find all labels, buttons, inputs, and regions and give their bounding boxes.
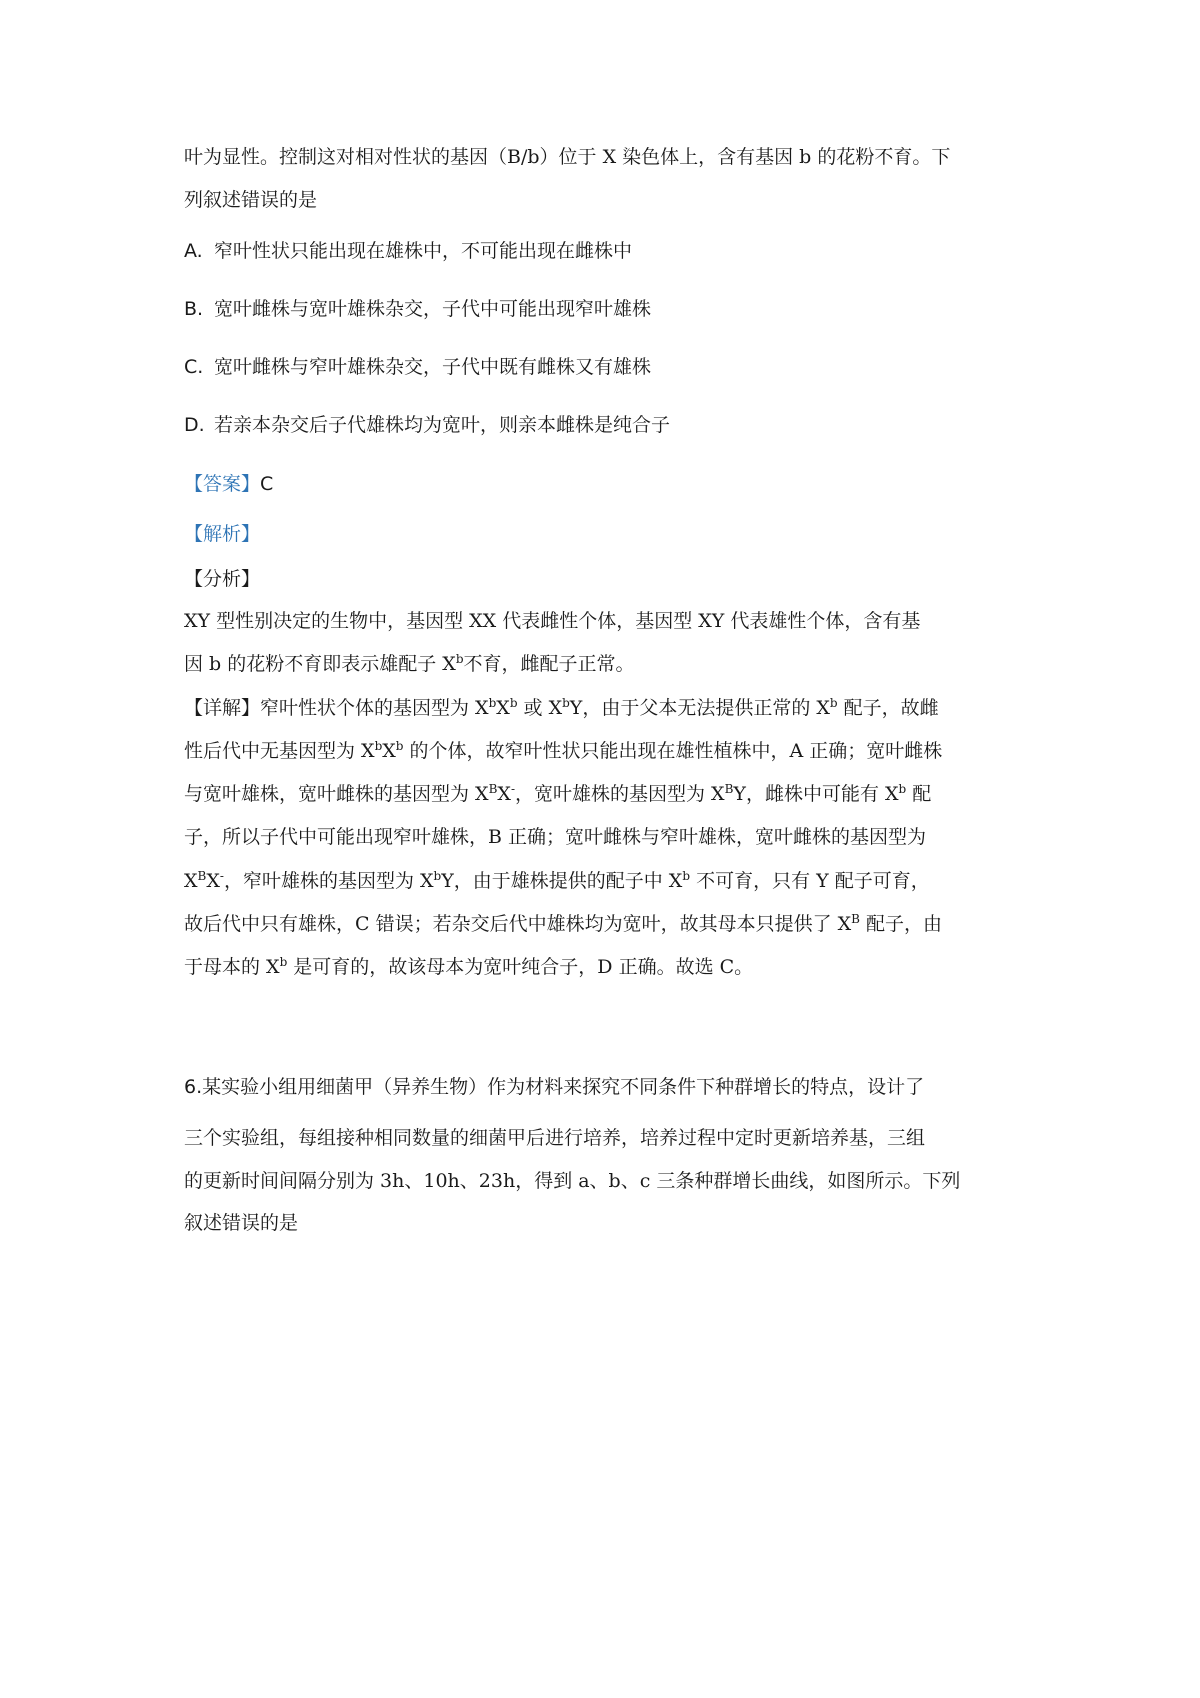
superscript: b bbox=[829, 696, 838, 710]
q6-line-2: 三个实验组，每组接种相同数量的细菌甲后进行培养，培养过程中定时更新培养基，三组 bbox=[184, 1127, 926, 1149]
option-letter: D. bbox=[184, 414, 205, 436]
detail-tag: 【详解】 bbox=[184, 697, 261, 719]
text-run: X bbox=[206, 870, 220, 892]
fenxi-tag: 【分析】 bbox=[184, 568, 261, 590]
detail-line-5 bbox=[184, 867, 930, 895]
superscript: b bbox=[562, 696, 570, 710]
superscript: b bbox=[374, 739, 383, 753]
text-run: ，窄叶雄株的基因型为 X bbox=[223, 870, 434, 892]
text-run: X bbox=[497, 783, 511, 805]
detail-line-2 bbox=[184, 737, 942, 765]
analysis-tag: 【解析】 bbox=[184, 523, 261, 545]
text-run: 配子，故雌 bbox=[837, 697, 939, 719]
text-run: 窄叶性状个体的基因型为 X bbox=[260, 697, 489, 719]
superscript: B bbox=[724, 782, 734, 796]
q6-line-1 bbox=[184, 1073, 924, 1101]
q6-line-4: 叙述错误的是 bbox=[184, 1212, 299, 1234]
detail-line-1 bbox=[184, 694, 939, 722]
question-number: 6. bbox=[184, 1076, 203, 1098]
superscript: - bbox=[510, 782, 515, 796]
fenxi-line-1: XY 型性别决定的生物中，基因型 XX 代表雌性个体，基因型 XY 代表雄性个体，含有基 bbox=[184, 610, 921, 632]
option-text: 宽叶雌株与窄叶雄株杂交，子代中既有雌株又有雄株 bbox=[214, 356, 652, 378]
intro-line-1: 叶为显性。控制这对相对性状的基因（B/b）位于 X 染色体上，含有基因 b 的花粉不育。下 bbox=[184, 146, 951, 168]
text-run: 某实验小组用细菌甲（异养生物）作为材料来探究不同条件下种群增长的特点，设计了 bbox=[202, 1076, 925, 1098]
superscript: b bbox=[509, 696, 518, 710]
text-run: 配 bbox=[906, 783, 932, 805]
superscript: - bbox=[219, 869, 224, 883]
option-letter: C. bbox=[184, 356, 204, 378]
superscript: b bbox=[395, 739, 404, 753]
text-run: 配子，由 bbox=[859, 913, 943, 935]
text-run: Y，由于父本无法提供正常的 X bbox=[569, 697, 830, 719]
detail-line-7 bbox=[184, 953, 753, 981]
answer-line bbox=[184, 470, 273, 498]
text-run: Y，雌株中可能有 X bbox=[733, 783, 899, 805]
superscript: b bbox=[488, 696, 497, 710]
option-b bbox=[184, 295, 651, 323]
q6-line-3: 的更新时间间隔分别为 3h、10h、23h，得到 a、b、c 三条种群增长曲线，如图所示。下列 bbox=[184, 1170, 961, 1192]
text-run: X bbox=[184, 870, 198, 892]
superscript: b bbox=[279, 955, 288, 969]
detail-line-3 bbox=[184, 780, 931, 808]
answer-tag: 【答案】 bbox=[184, 473, 261, 495]
text-run: 与宽叶雄株，宽叶雌株的基因型为 X bbox=[184, 783, 489, 805]
superscript: b bbox=[433, 869, 442, 883]
text-run: 故后代中只有雄株，C 错误；若杂交后代中雄株均为宽叶，故其母本只提供了 X bbox=[184, 913, 852, 935]
text-run: 不育，雌配子正常。 bbox=[463, 653, 635, 675]
option-d bbox=[184, 411, 670, 439]
text-run: 不可育，只有 Y 配子可育， bbox=[690, 870, 930, 892]
text-run: 因 b 的花粉不育即表示雄配子 X bbox=[184, 653, 456, 675]
superscript: b bbox=[682, 869, 691, 883]
superscript: b bbox=[898, 782, 907, 796]
answer-value: C bbox=[260, 473, 274, 495]
text-run: 是可育的，故该母本为宽叶纯合子，D 正确。故选 C。 bbox=[287, 956, 754, 978]
text-run: 于母本的 X bbox=[184, 956, 280, 978]
superscript: b bbox=[455, 652, 464, 666]
text-run: X bbox=[382, 740, 396, 762]
option-a bbox=[184, 237, 632, 265]
option-c bbox=[184, 353, 651, 381]
option-letter: B. bbox=[184, 298, 204, 320]
fenxi-line-2 bbox=[184, 650, 635, 678]
superscript: B bbox=[851, 912, 860, 926]
option-text: 宽叶雌株与宽叶雄株杂交，子代中可能出现窄叶雄株 bbox=[214, 298, 652, 320]
detail-line-4: 子，所以子代中可能出现窄叶雄株，B 正确；宽叶雌株与窄叶雄株，宽叶雌株的基因型为 bbox=[184, 826, 927, 848]
superscript: B bbox=[197, 869, 207, 883]
intro-line-2: 列叙述错误的是 bbox=[184, 189, 318, 211]
text-run: X bbox=[496, 697, 510, 719]
option-letter: A. bbox=[184, 240, 203, 262]
option-text: 若亲本杂交后子代雄株均为宽叶，则亲本雌株是纯合子 bbox=[214, 414, 671, 436]
text-run: 性后代中无基因型为 X bbox=[184, 740, 375, 762]
text-run: 的个体，故窄叶性状只能出现在雄性植株中，A 正确；宽叶雌株 bbox=[403, 740, 943, 762]
option-text: 窄叶性状只能出现在雄株中，不可能出现在雌株中 bbox=[214, 240, 633, 262]
detail-line-6 bbox=[184, 910, 942, 938]
text-run: ，宽叶雄株的基因型为 X bbox=[515, 783, 725, 805]
superscript: B bbox=[488, 782, 498, 796]
text-run: 或 X bbox=[517, 697, 563, 719]
text-run: Y，由于雄株提供的配子中 X bbox=[441, 870, 683, 892]
